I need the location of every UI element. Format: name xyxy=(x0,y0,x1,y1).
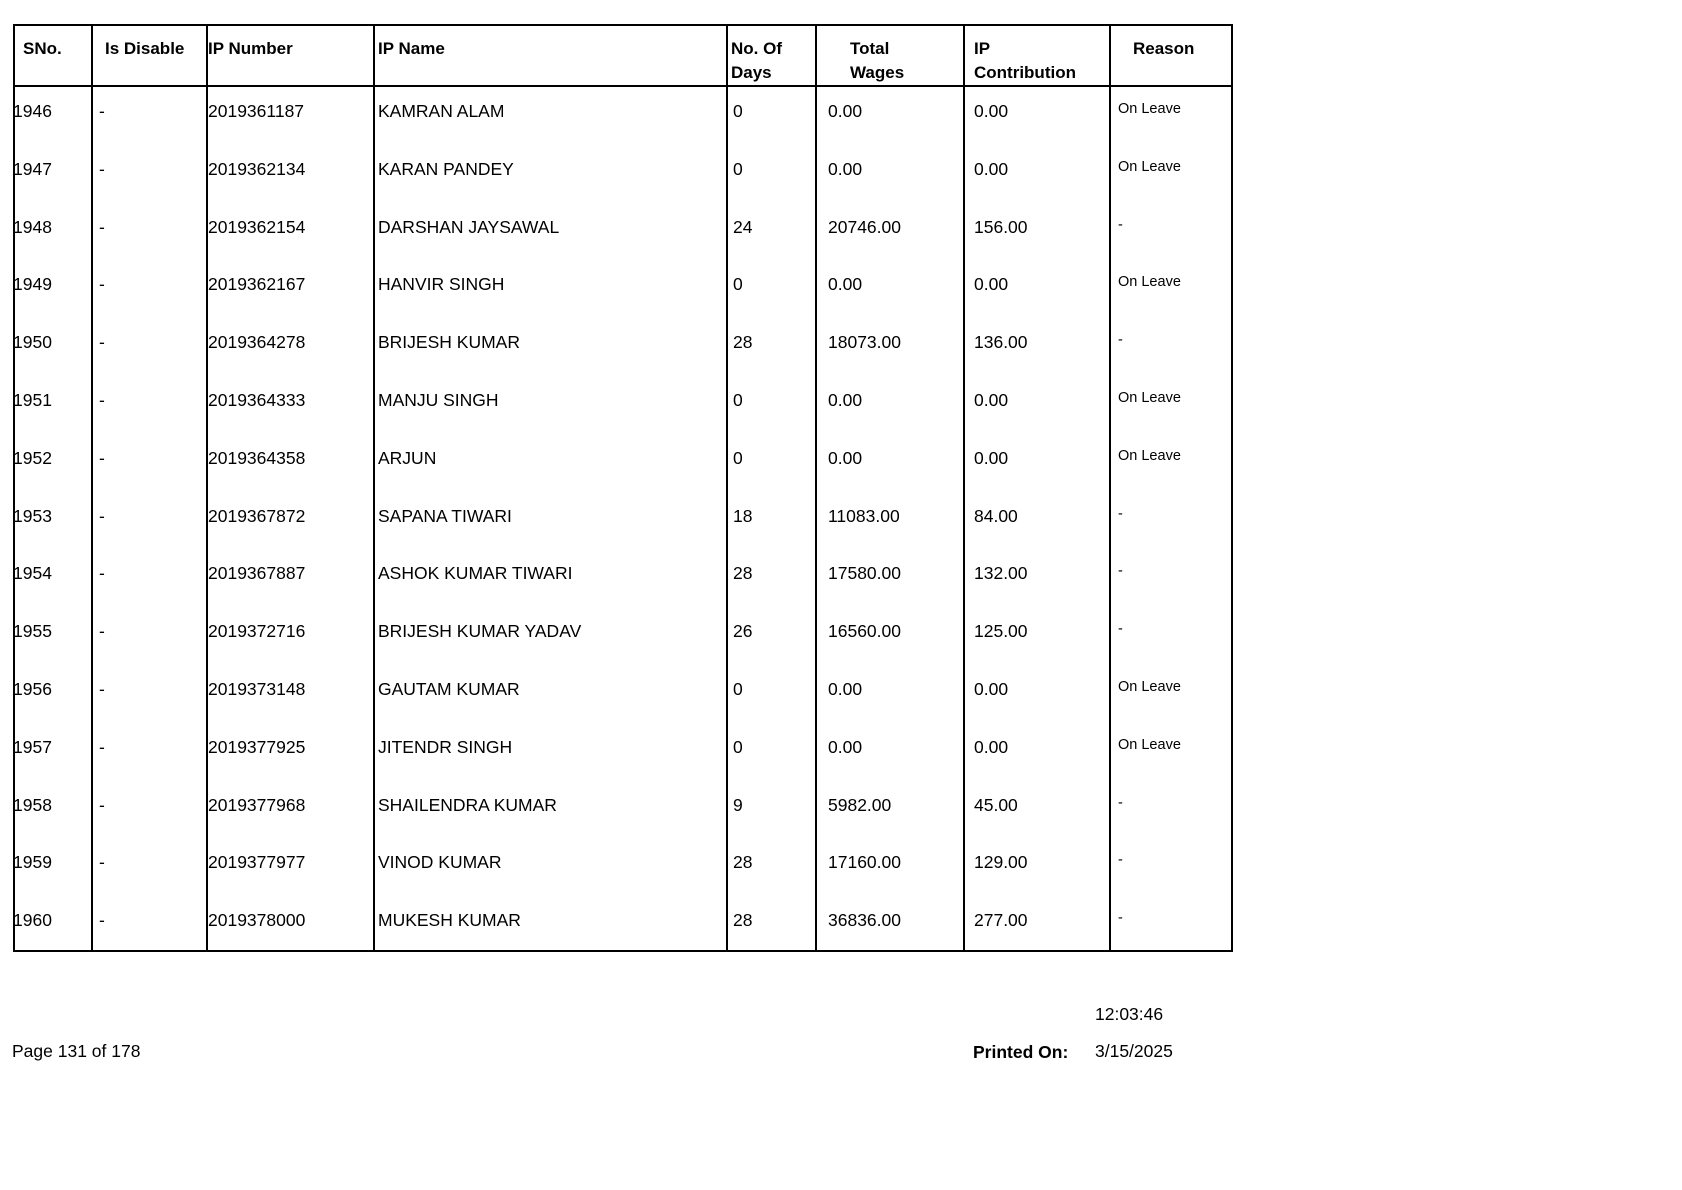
header-contrib-line2: Contribution xyxy=(974,63,1076,82)
cell-reason: On Leave xyxy=(1118,736,1181,753)
cell-sno: 1947 xyxy=(13,158,52,179)
cell-is-disable: - xyxy=(99,736,105,757)
cell-contribution: 125.00 xyxy=(974,621,1028,642)
cell-ip-number: 2019377977 xyxy=(208,852,306,873)
cell-contribution: 0.00 xyxy=(974,736,1009,757)
cell-contribution: 136.00 xyxy=(974,332,1028,353)
cell-sno: 1949 xyxy=(13,274,52,295)
cell-wages: 5982.00 xyxy=(828,794,892,815)
table-row xyxy=(15,665,1231,723)
cell-reason: On Leave xyxy=(1118,679,1181,695)
cell-is-disable: - xyxy=(99,274,105,295)
print-date: 3/15/2025 xyxy=(1095,1041,1173,1061)
cell-reason: - xyxy=(1118,910,1123,927)
cell-ip-name: DARSHAN JAYSAWAL xyxy=(378,216,560,237)
table-row xyxy=(15,492,1231,550)
table-row xyxy=(15,87,1231,145)
cell-wages: 18073.00 xyxy=(828,332,901,353)
cell-contribution: 0.00 xyxy=(974,101,1009,121)
header-no-of-days xyxy=(731,26,782,85)
cell-is-disable: - xyxy=(99,216,105,237)
cell-ip-number: 2019373148 xyxy=(208,679,306,699)
cell-wages: 0.00 xyxy=(828,679,863,699)
cell-wages: 0.00 xyxy=(828,158,863,179)
cell-ip-number: 2019377925 xyxy=(208,736,306,757)
cell-is-disable: - xyxy=(99,505,105,526)
cell-ip-number: 2019378000 xyxy=(208,910,306,931)
cell-ip-name: ARJUN xyxy=(378,447,437,468)
cell-contribution: 156.00 xyxy=(974,216,1028,237)
cell-ip-number: 2019367887 xyxy=(208,563,306,584)
cell-is-disable: - xyxy=(99,101,105,121)
cell-ip-name: KARAN PANDEY xyxy=(378,158,514,179)
table-row xyxy=(15,896,1231,954)
cell-sno: 1951 xyxy=(13,390,52,410)
header-reason: Reason xyxy=(1133,39,1195,58)
header-ip-number: IP Number xyxy=(208,39,293,58)
table-row xyxy=(15,260,1231,318)
header-wages-line1: Total xyxy=(850,39,890,58)
cell-reason: On Leave xyxy=(1118,390,1181,406)
table-row xyxy=(15,838,1231,896)
cell-days: 9 xyxy=(733,794,743,815)
header-ip-contribution xyxy=(974,26,1076,85)
cell-days: 24 xyxy=(733,216,753,237)
table-row xyxy=(15,723,1231,781)
cell-reason: - xyxy=(1118,216,1123,233)
cell-sno: 1950 xyxy=(13,332,52,353)
cell-ip-number: 2019364358 xyxy=(208,447,306,468)
cell-sno: 1953 xyxy=(13,505,52,526)
cell-days: 26 xyxy=(733,621,753,642)
cell-ip-number: 2019372716 xyxy=(208,621,306,642)
cell-ip-number: 2019377968 xyxy=(208,794,306,815)
cell-reason: On Leave xyxy=(1118,447,1181,464)
printed-on-label: Printed On: xyxy=(973,1042,1069,1062)
cell-days: 0 xyxy=(733,447,743,468)
cell-days: 0 xyxy=(733,101,743,121)
page-number: Page 131 of 178 xyxy=(12,1041,141,1061)
cell-ip-name: HANVIR SINGH xyxy=(378,274,505,295)
cell-ip-name: BRIJESH KUMAR YADAV xyxy=(378,621,582,642)
cell-is-disable: - xyxy=(99,679,105,699)
cell-contribution: 0.00 xyxy=(974,447,1009,468)
cell-is-disable: - xyxy=(99,910,105,931)
table-row xyxy=(15,549,1231,607)
cell-contribution: 0.00 xyxy=(974,158,1009,179)
cell-sno: 1956 xyxy=(13,679,52,699)
contribution-table xyxy=(13,24,1233,952)
header-is-disable: Is Disable xyxy=(105,39,185,58)
header-wages-line2: Wages xyxy=(850,63,905,82)
cell-ip-name: MUKESH KUMAR xyxy=(378,910,521,931)
table-row xyxy=(15,318,1231,376)
cell-days: 0 xyxy=(733,736,743,757)
cell-wages: 0.00 xyxy=(828,447,863,468)
cell-contribution: 0.00 xyxy=(974,274,1009,295)
header-total-wages xyxy=(850,26,904,85)
cell-ip-name: ASHOK KUMAR TIWARI xyxy=(378,563,573,584)
cell-ip-name: VINOD KUMAR xyxy=(378,852,502,873)
cell-wages: 0.00 xyxy=(828,101,863,121)
cell-sno: 1954 xyxy=(13,563,52,584)
header-ip-name: IP Name xyxy=(378,39,445,58)
cell-reason: - xyxy=(1118,332,1123,349)
cell-ip-number: 2019362154 xyxy=(208,216,306,237)
cell-contribution: 132.00 xyxy=(974,563,1028,584)
cell-wages: 16560.00 xyxy=(828,621,901,642)
header-sno: SNo. xyxy=(23,39,62,58)
cell-wages: 36836.00 xyxy=(828,910,901,931)
cell-reason: - xyxy=(1118,505,1123,522)
cell-ip-name: SHAILENDRA KUMAR xyxy=(378,794,557,815)
cell-is-disable: - xyxy=(99,621,105,642)
cell-days: 0 xyxy=(733,158,743,179)
cell-contribution: 0.00 xyxy=(974,390,1009,410)
cell-sno: 1946 xyxy=(13,101,52,121)
cell-is-disable: - xyxy=(99,794,105,815)
cell-ip-number: 2019361187 xyxy=(208,101,305,121)
cell-wages: 0.00 xyxy=(828,390,863,410)
cell-ip-name: MANJU SINGH xyxy=(378,390,499,410)
cell-ip-number: 2019364333 xyxy=(208,390,306,410)
cell-ip-name: BRIJESH KUMAR xyxy=(378,332,520,353)
cell-wages: 0.00 xyxy=(828,736,863,757)
cell-days: 28 xyxy=(733,563,753,584)
cell-sno: 1957 xyxy=(13,736,52,757)
cell-days: 28 xyxy=(733,910,753,931)
cell-sno: 1958 xyxy=(13,794,52,815)
cell-reason: On Leave xyxy=(1118,274,1181,291)
cell-contribution: 45.00 xyxy=(974,794,1018,815)
cell-wages: 17160.00 xyxy=(828,852,901,873)
cell-is-disable: - xyxy=(99,852,105,873)
cell-is-disable: - xyxy=(99,447,105,468)
table-header xyxy=(15,26,1231,87)
cell-sno: 1948 xyxy=(13,216,52,237)
cell-days: 28 xyxy=(733,852,753,873)
cell-contribution: 84.00 xyxy=(974,505,1018,526)
table-row xyxy=(15,376,1231,434)
cell-ip-name: GAUTAM KUMAR xyxy=(378,679,520,699)
cell-contribution: 277.00 xyxy=(974,910,1028,931)
cell-reason: - xyxy=(1118,794,1123,811)
cell-reason: On Leave xyxy=(1118,101,1181,117)
cell-wages: 17580.00 xyxy=(828,563,901,584)
cell-reason: - xyxy=(1118,621,1123,638)
cell-wages: 0.00 xyxy=(828,274,863,295)
cell-ip-number: 2019367872 xyxy=(208,505,306,526)
cell-wages: 11083.00 xyxy=(828,505,900,526)
header-days-line2: Days xyxy=(731,63,772,82)
cell-reason: On Leave xyxy=(1118,158,1181,175)
cell-ip-name: JITENDR SINGH xyxy=(378,736,513,757)
table-row xyxy=(15,145,1231,203)
cell-ip-name: KAMRAN ALAM xyxy=(378,101,505,121)
header-days-line1: No. Of xyxy=(731,39,782,58)
header-contrib-line1: IP xyxy=(974,39,991,58)
cell-sno: 1960 xyxy=(13,910,52,931)
print-time: 12:03:46 xyxy=(1095,1004,1164,1024)
cell-sno: 1955 xyxy=(13,621,52,642)
cell-ip-name: SAPANA TIWARI xyxy=(378,505,512,526)
cell-contribution: 0.00 xyxy=(974,679,1009,699)
cell-days: 28 xyxy=(733,332,753,353)
cell-is-disable: - xyxy=(99,563,105,584)
cell-reason: - xyxy=(1118,563,1123,580)
table-row xyxy=(15,607,1231,665)
cell-ip-number: 2019362134 xyxy=(208,158,306,179)
cell-is-disable: - xyxy=(99,390,105,410)
cell-days: 18 xyxy=(733,505,753,526)
cell-days: 0 xyxy=(733,390,743,410)
cell-ip-number: 2019362167 xyxy=(208,274,306,295)
table-row xyxy=(15,434,1231,492)
cell-contribution: 129.00 xyxy=(974,852,1028,873)
cell-days: 0 xyxy=(733,679,743,699)
cell-sno: 1952 xyxy=(13,447,52,468)
cell-ip-number: 2019364278 xyxy=(208,332,306,353)
table-row xyxy=(15,781,1231,839)
cell-wages: 20746.00 xyxy=(828,216,901,237)
cell-is-disable: - xyxy=(99,158,105,179)
cell-days: 0 xyxy=(733,274,743,295)
cell-sno: 1959 xyxy=(13,852,52,873)
cell-reason: - xyxy=(1118,852,1123,869)
cell-is-disable: - xyxy=(99,332,105,353)
table-row xyxy=(15,203,1231,261)
